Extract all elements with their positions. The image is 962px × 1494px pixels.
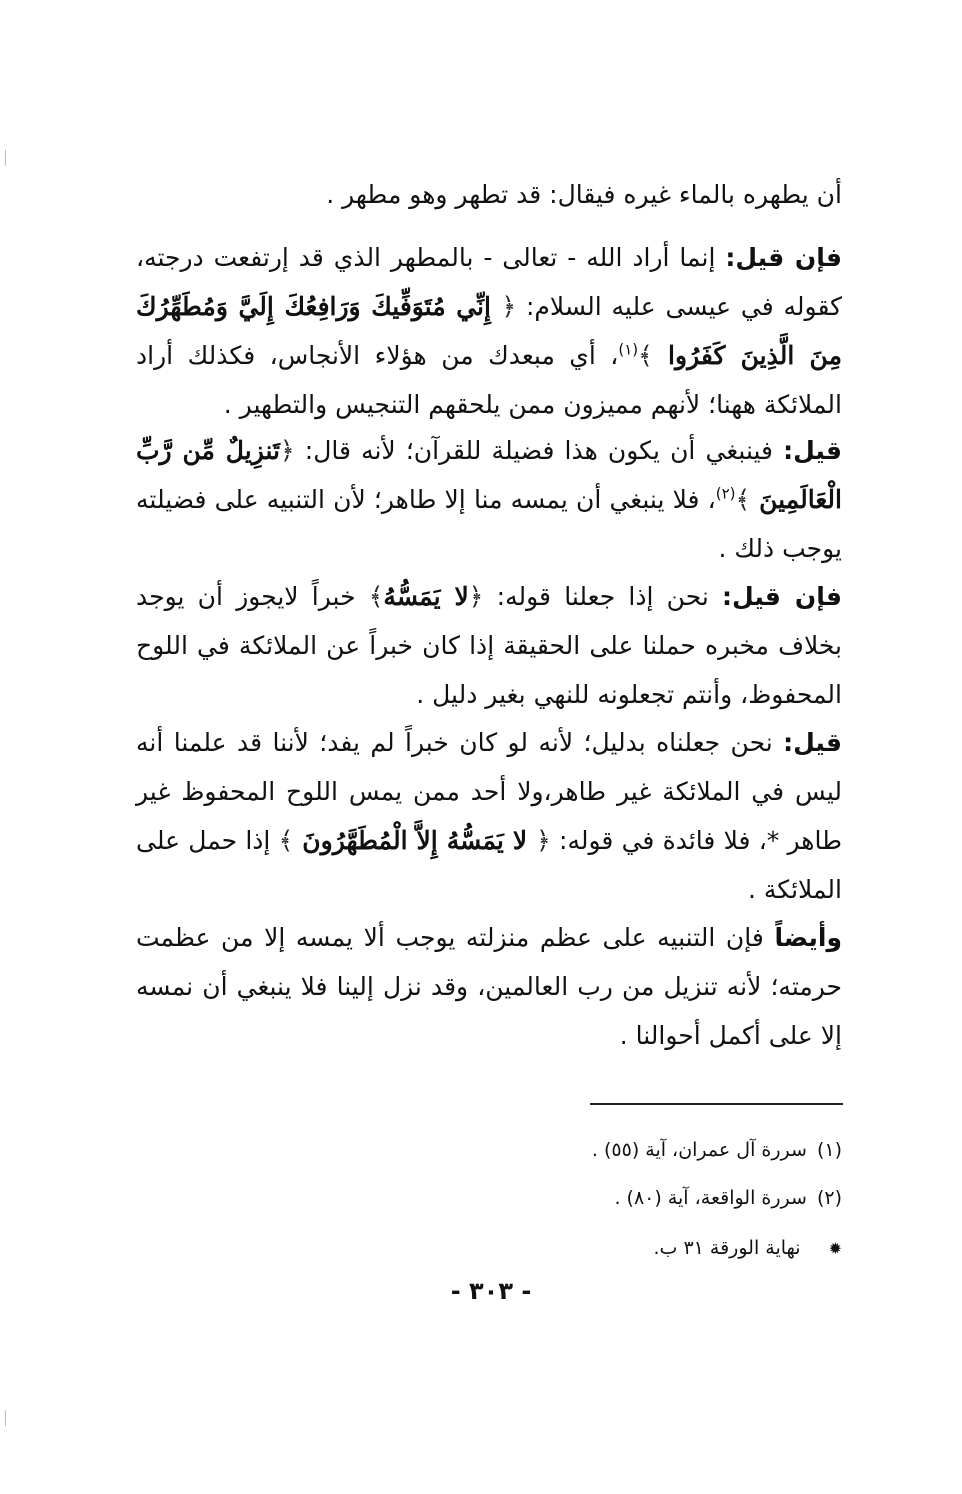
scan-margin-mark [5, 150, 6, 166]
paragraph-text: نحن جعلناه بدليل؛ لأنه لو كان خبراً لم يفد؛ لأننا قد علمنا أنه ليس في الملائكة غير طاهر،ولا أحد ممن يمس اللوح المحفوظ غير طاهر [136, 728, 843, 855]
paragraph-lead: وأيضاً [774, 923, 842, 952]
quran-verse: لا يَمَسُّهُ [383, 582, 469, 611]
paragraph-lead: فإن قيل: [725, 243, 842, 272]
paragraph-text: ، أي مبعدك من هؤلاء الأنجاس، فكذلك أراد الملائكة ههنا؛ لأنهم مميزون ممن يلحقهم التنجيس والتطهير . [136, 341, 842, 419]
paragraph-text: نحن إذا جعلنا قوله: [483, 582, 723, 611]
footnote-text: نهاية الورقة ٣١ ب. [653, 1237, 801, 1259]
footnote-text: سررة الواقعة، آية (٨٠) . [614, 1187, 807, 1209]
ornate-open-bracket: ﴿ [501, 292, 517, 321]
folio-star-mark: * [766, 826, 788, 855]
paragraph-reply-2 [136, 718, 842, 914]
footnote-divider [590, 1103, 843, 1105]
paragraph-text: إنما أراد الله - تعالى - بالمطهر الذي قد إرتفعت درجته، كقوله في عيسى عليه السلام: [136, 243, 843, 321]
ornate-close-bracket: ﴾ [278, 826, 294, 855]
quran-verse: تَنزِيلٌ مِّن رَّبِّ الْعَالَمِينَ [136, 436, 842, 514]
paragraph-lead: قيل: [783, 728, 842, 757]
footnote-marker: (٢) [816, 1187, 842, 1209]
footnote-item [653, 1237, 842, 1259]
footnote-item [592, 1139, 842, 1161]
paragraph-text: خبراً لايجوز أن يوجد بخلاف مخبره حملنا على الحقيقة إذا كان خبراً عن الملائكة في اللوح المحفوظ، وأنتم تجعلونه للنهي بغير دليل . [136, 582, 842, 709]
ornate-close-bracket: ﴾ [735, 485, 751, 514]
paragraph-lead: فإن قيل: [722, 582, 843, 611]
paragraph-reply-1 [136, 426, 842, 573]
footnote-ref-2[interactable]: (٢) [715, 484, 736, 503]
ornate-open-bracket: ﴿ [468, 582, 484, 611]
paragraph-lead: قيل: [783, 436, 843, 465]
paragraph-text: ، فلا فائدة في قوله: [550, 826, 767, 855]
footnote-item [614, 1187, 842, 1209]
paragraph-additional [136, 913, 842, 1060]
footnote-marker: (١) [816, 1139, 842, 1161]
paragraph-objection-2 [136, 572, 842, 719]
star-icon: ✹ [828, 1239, 842, 1258]
paragraph-text: فينبغي أن يكون هذا فضيلة للقرآن؛ لأنه قال: [294, 436, 784, 465]
footnote-ref-1[interactable]: (١) [618, 340, 639, 359]
ornate-open-bracket: ﴿ [280, 436, 295, 465]
paragraph-text: ، فلا ينبغي أن يمسه منا إلا طاهر؛ لأن التنبيه على فضيلته يوجب ذلك . [136, 485, 842, 563]
ornate-close-bracket: ﴾ [368, 582, 384, 611]
paragraph-text: إذا حمل على الملائكة . [136, 826, 842, 904]
quran-verse: إِنِّي مُتَوَفِّيكَ وَرَافِعُكَ إِلَيَّ وَمُطَهِّرُكَ مِنَ الَّذِينَ كَفَرُوا [136, 292, 842, 370]
paragraph-text: فإن التنبيه على عظم منزلته يوجب ألا يمسه إلا من عظمت حرمته؛ لأنه تنزيل من رب العالمين، وقد نزل إلينا فلا ينبغي أن نمسه إلا على أكمل أحوالنا . [136, 923, 842, 1050]
footnote-text: سررة آل عمران، آية (٥٥) . [591, 1139, 807, 1161]
paragraph-objection-1 [136, 233, 842, 429]
scan-margin-mark [5, 1410, 6, 1426]
quran-verse: لا يَمَسُّهُ إِلاَّ الْمُطَهَّرُونَ [293, 826, 537, 855]
opening-line: أن يطهره بالماء غيره فيقال: قد تطهر وهو مطهر . [326, 180, 842, 209]
page-number: - ٣٠٣ - [450, 1277, 532, 1305]
ornate-close-bracket: ﴾ [638, 341, 653, 370]
ornate-open-bracket: ﴿ [536, 826, 551, 855]
